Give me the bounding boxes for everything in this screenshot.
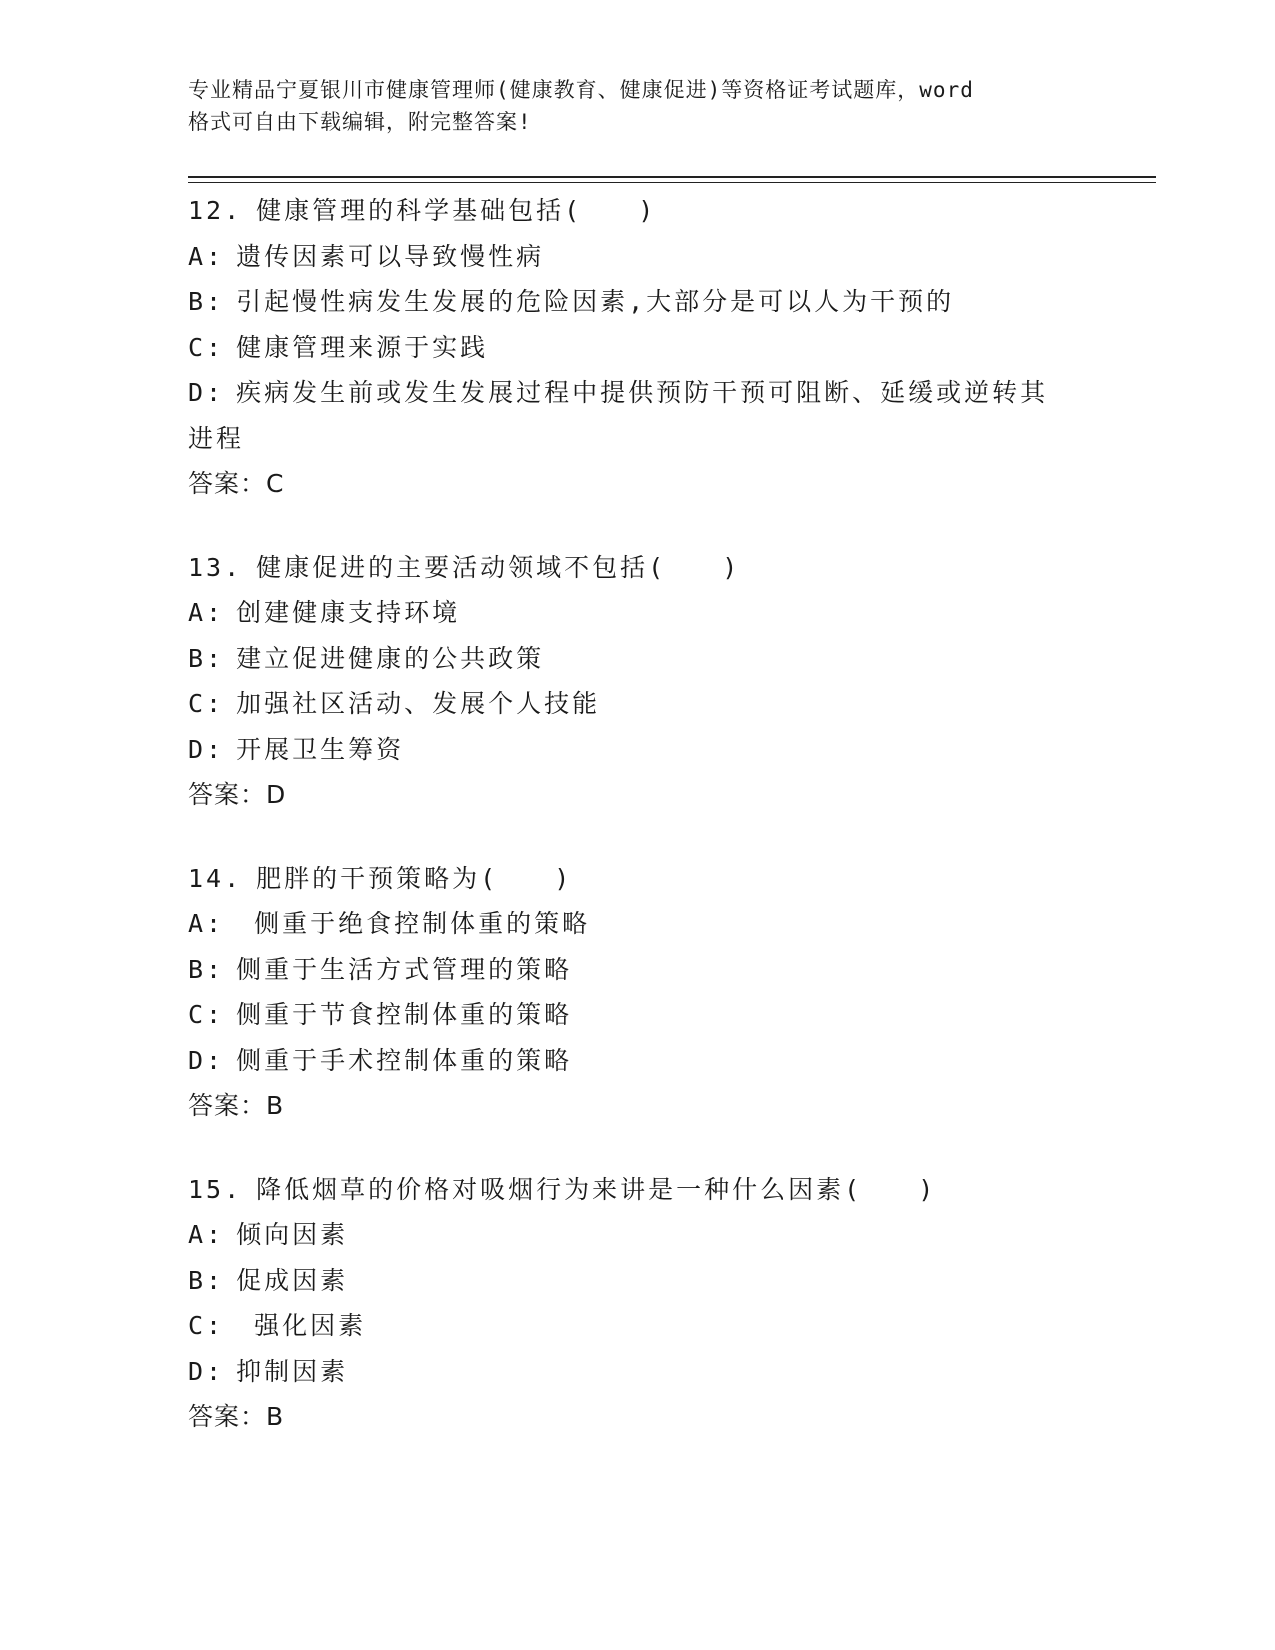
question-number: 15. [188,1174,243,1204]
option-key: C: [188,1000,225,1029]
option-key: C: [188,689,225,718]
option-a [188,234,1128,280]
question-text: 降低烟草的价格对吸烟行为来讲是一种什么因素( ) [256,1174,937,1204]
option-key: A: [188,598,225,627]
option-b [188,947,1128,993]
question-text: 健康促进的主要活动领域不包括( ) [256,552,741,582]
option-a [188,590,1128,636]
option-key: B: [188,287,225,316]
option-text: 抑制因素 [236,1356,349,1386]
document-header [188,74,1068,138]
answer-line: 答案：C [188,469,285,498]
option-text: 强化因素 [236,1311,367,1340]
question-stem [188,1167,1128,1213]
answer-line: 答案：D [188,780,287,809]
option-text: 遗传因素可以导致慢性病 [236,241,545,271]
option-key: C: [188,1311,225,1340]
option-text: 侧重于生活方式管理的策略 [236,954,573,984]
option-c [188,1303,1128,1349]
option-c [188,681,1128,727]
header-title-line-1: 专业精品宁夏银川市健康管理师(健康教育、健康促进)等资格证考试题库，word [188,78,974,102]
question-text: 健康管理的科学基础包括( ) [256,196,657,225]
option-text: 促成因素 [236,1265,349,1295]
question-stem [188,856,1128,902]
option-d [188,370,1068,461]
option-a [188,1212,1128,1258]
option-d [188,727,1128,773]
option-key: D: [188,1045,225,1075]
option-text: 疾病发生前或发生发展过程中提供预防干预可阻断、延缓或逆转其进程 [188,378,1049,453]
option-b [188,636,1128,682]
option-c [188,325,1128,371]
header-divider-thin [188,182,1156,183]
answer-line: 答案：B [188,1091,285,1120]
question-stem [188,545,1128,591]
option-key: D: [188,734,225,764]
option-text: 健康管理来源于实践 [236,332,489,362]
header-title-line-2: 格式可自由下载编辑，附完整答案! [188,110,532,134]
option-key: B: [188,643,225,673]
option-key: D: [188,1356,225,1386]
answer-line: 答案：B [188,1402,285,1431]
option-key: D: [188,378,225,407]
option-b [188,279,1128,325]
question-item [188,856,1128,1129]
option-a [188,901,1128,947]
option-text: 开展卫生筹资 [236,734,405,764]
question-list [188,188,1128,1478]
option-text: 创建健康支持环境 [236,598,461,627]
question-text: 肥胖的干预策略为( ) [256,863,573,893]
question-number: 13. [188,552,243,582]
option-key: A: [188,1220,225,1249]
header-divider-thick [188,176,1156,178]
option-key: B: [188,954,225,984]
option-key: A: [188,241,225,271]
option-key: C: [188,332,225,362]
option-key: B: [188,1265,225,1295]
question-stem [188,188,1128,234]
option-text: 加强社区活动、发展个人技能 [236,689,601,718]
option-c [188,992,1128,1038]
question-item [188,545,1128,818]
option-text: 侧重于节食控制体重的策略 [236,1000,573,1029]
question-item [188,1167,1128,1440]
option-d [188,1349,1128,1395]
option-text: 倾向因素 [236,1220,349,1249]
option-text: 建立促进健康的公共政策 [236,643,545,673]
option-key: A: [188,909,225,938]
question-number: 14. [188,863,243,893]
question-number: 12. [188,196,243,225]
option-text: 引起慢性病发生发展的危险因素,大部分是可以人为干预的 [236,287,955,316]
option-d [188,1038,1128,1084]
option-text: 侧重于手术控制体重的策略 [236,1045,573,1075]
option-text: 侧重于绝食控制体重的策略 [236,909,591,938]
option-b [188,1258,1128,1304]
question-item [188,188,1128,507]
